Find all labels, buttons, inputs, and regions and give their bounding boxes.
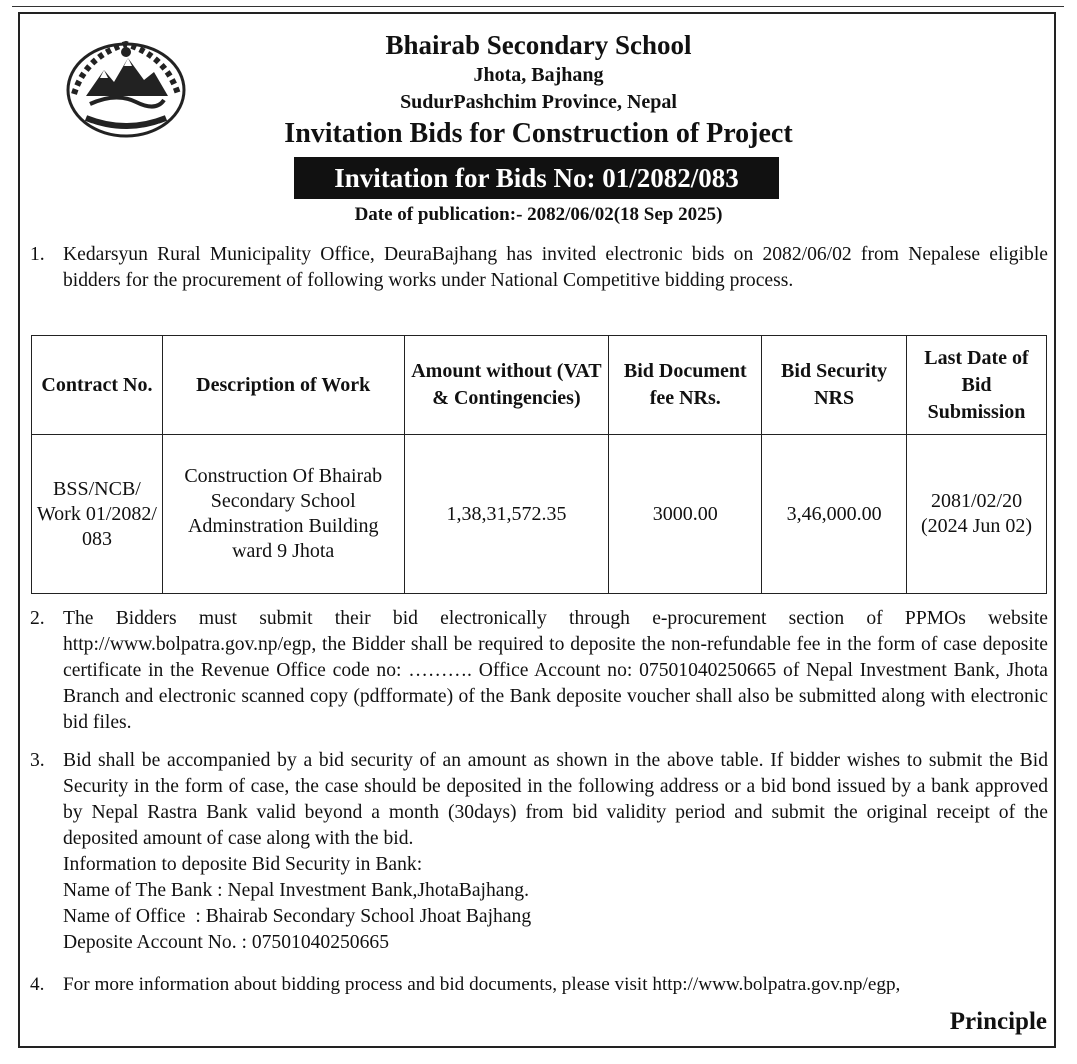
clause-number: 2. [30, 608, 45, 629]
notice-title: Invitation Bids for Construction of Project [284, 118, 793, 149]
amount-cell: 1,38,31,572.35 [404, 435, 609, 594]
table-header-row [32, 336, 1047, 435]
school-province: SudurPashchim Province, Nepal [400, 91, 677, 113]
column-header: Last Date of Bid Submission [907, 336, 1047, 435]
school-name: Bhairab Secondary School [385, 30, 692, 60]
publication-date: Date of publication:- 2082/06/02(18 Sep 2025) [354, 204, 723, 225]
clause-3 [30, 748, 1048, 956]
bank-name-line: Name of The Bank : Nepal Investment Bank,JhotaBajhang. [63, 880, 529, 901]
clause-text: The Bidders must submit their bid electronically through e-procurement section of PPMOs website http://www.bolpatra.gov.np/egp, the Bidder shall be required to deposite the non-refundable fee in the form of case deposite certificate in the Revenue Office code no: ………. Office Account no: 07501040250665 of Nepal Investment Bank, Jhota Branch and electronic scanned copy (pdfformate) of the Bank deposite voucher shall also be submitted along with electronic bid files. [63, 608, 1048, 733]
clause-2 [30, 606, 1048, 736]
column-header: Contract No. [32, 336, 163, 435]
column-header: Bid Document fee NRs. [609, 336, 762, 435]
clause-text: Bid shall be accompanied by a bid security of an amount as shown in the above table. If bidder wishes to submit the Bid Security in the form of case, the case should be deposited in the following address or a bid bond issued by a bank approved by Nepal Rastra Bank valid beyond a month (30days) from bid validity period and submit the original receipt of the deposited amount of case along with the bid. [63, 750, 1048, 849]
deposit-account-line: Deposite Account No. : 07501040250665 [63, 932, 389, 953]
deposit-info-heading: Information to deposite Bid Security in Bank: [63, 854, 423, 875]
clause-1 [30, 242, 1048, 294]
column-header: Amount without (VAT & Contingencies) [404, 336, 609, 435]
signature-principle: Principle [949, 1008, 1047, 1035]
clause-4 [30, 972, 1048, 998]
top-rule [12, 6, 1064, 7]
last-date-cell: 2081/02/20 (2024 Jun 02) [907, 435, 1047, 594]
clause-number: 4. [30, 974, 45, 995]
document-fee-cell: 3000.00 [609, 435, 762, 594]
office-name-line: Name of Office : Bhairab Secondary School Jhoat Bajhang [63, 906, 532, 927]
column-header: Bid Security NRS [762, 336, 907, 435]
bid-table [31, 335, 1047, 594]
clause-number: 3. [30, 750, 45, 771]
table-row [32, 435, 1047, 594]
column-header: Description of Work [162, 336, 404, 435]
bid-security-cell: 3,46,000.00 [762, 435, 907, 594]
contract-no-cell: BSS/NCB/ Work 01/2082/ 083 [32, 435, 163, 594]
clause-text: For more information about bidding process and bid documents, please visit http://www.bolpatra.gov.np/egp, [63, 974, 901, 995]
description-cell: Construction Of Bhairab Secondary School Adminstration Building ward 9 Jhota [162, 435, 404, 594]
ifb-number-banner: Invitation for Bids No: 01/2082/083 [294, 157, 779, 199]
clause-number: 1. [30, 244, 45, 265]
clause-text: Kedarsyun Rural Municipality Office, DeuraBajhang has invited electronic bids on 2082/06/02 from Nepalese eligible bidders for the procurement of following works under National Competitive bidding process. [63, 244, 1048, 291]
school-location: Jhota, Bajhang [473, 64, 604, 86]
